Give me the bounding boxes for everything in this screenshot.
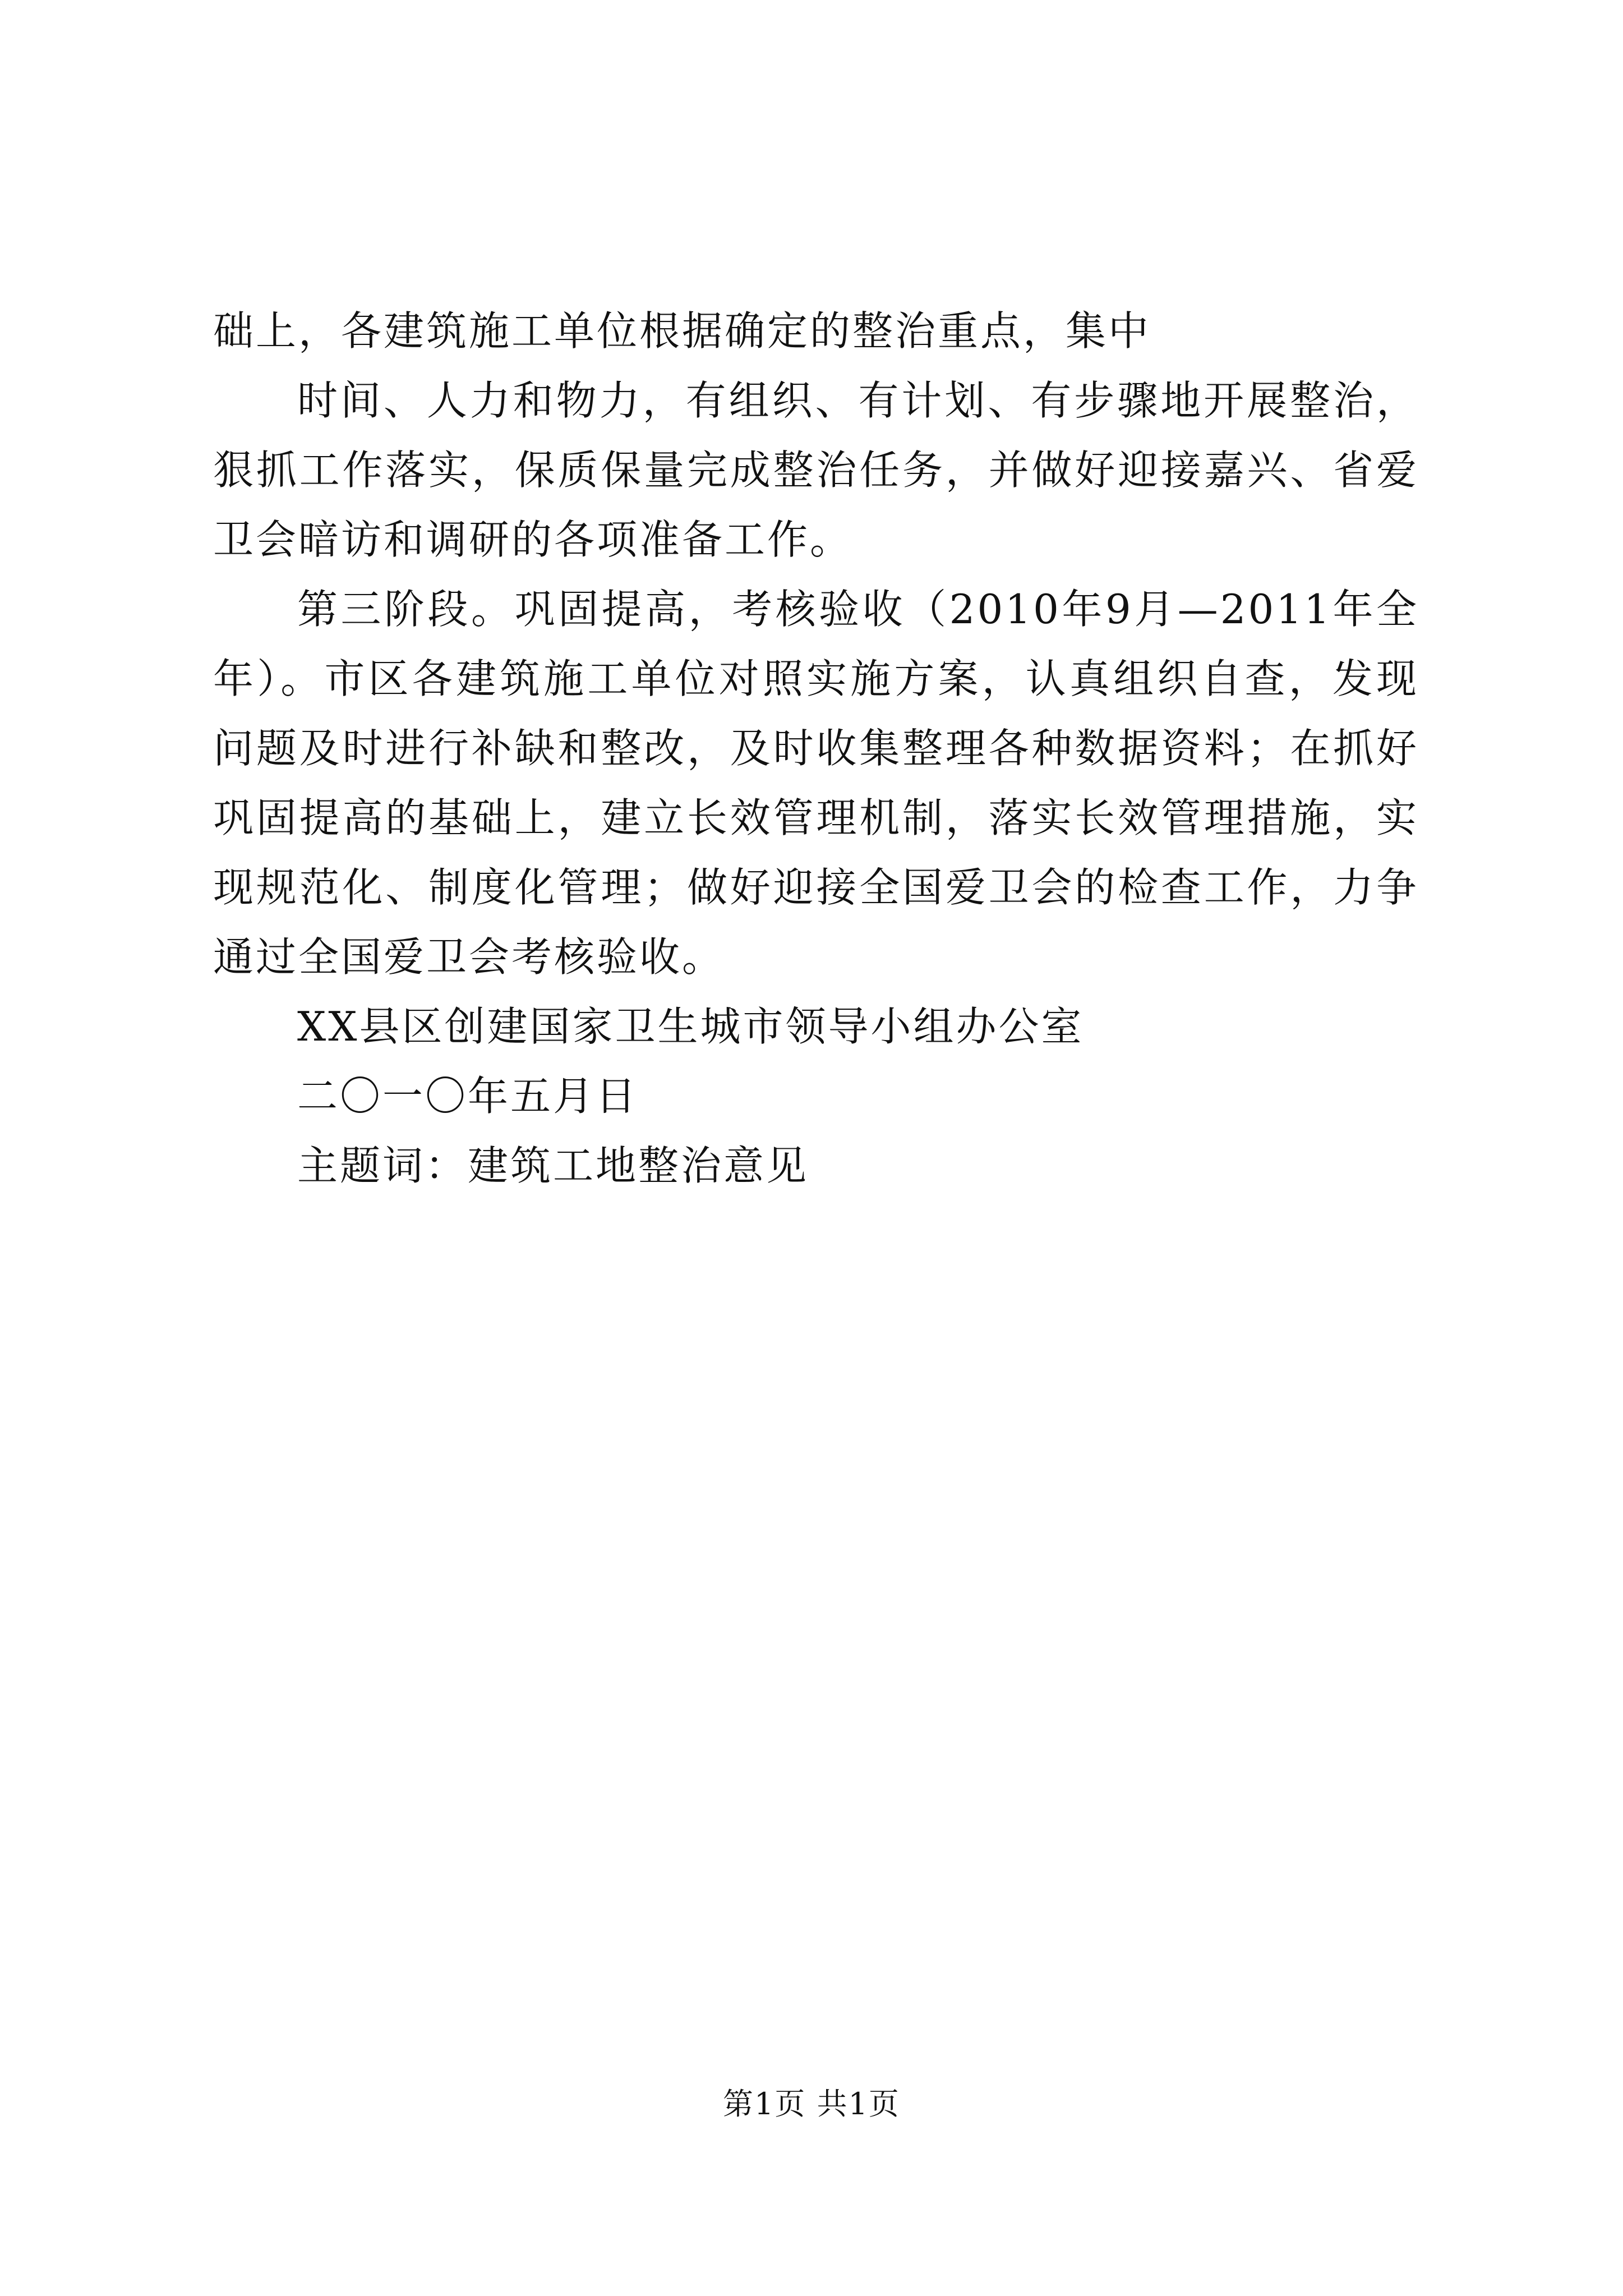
paragraph-work-arrangement: 时间、人力和物力，有组织、有计划、有步骤地开展整治，狠抓工作落实，保质保量完成整治任务，并做好迎接嘉兴、省爱卫会暗访和调研的各项准备工作。 [213,377,1419,563]
document-body [213,296,1419,1200]
issue-date: 二〇一〇年五月日 [297,1073,639,1120]
paragraph-third-stage: 第三阶段。巩固提高，考核验收（2010年9月—2011年全年）。市区各建筑施工单位对照实施方案，认真组织自查，发现问题及时进行补缺和整改，及时收集整理各种数据资料；在抓好巩固提高的基础上，建立长效管理机制，落实长效管理措施，实现规范化、制度化管理；做好迎接全国爱卫会的检查工作，力争通过全国爱卫会考核验收。 [213,586,1419,981]
subject-keywords: 主题词：建筑工地整治意见 [297,1142,809,1189]
issuing-office: XX县区创建国家卫生城市领导小组办公室 [297,1003,1084,1050]
paragraph-continuation: 础上，各建筑施工单位根据确定的整治重点，集中 [213,307,1151,355]
page-number-footer: 第1页 共1页 [723,2086,900,2122]
